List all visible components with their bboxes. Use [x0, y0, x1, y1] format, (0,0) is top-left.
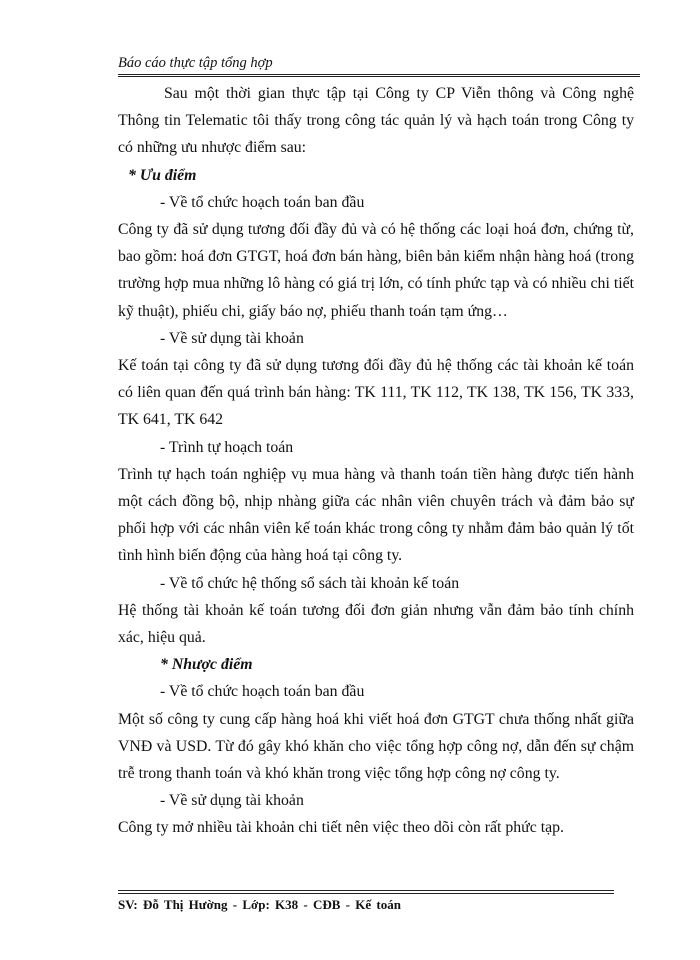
disadvantages-heading: * Nhược điểm — [160, 656, 253, 674]
intro-paragraph: Sau một thời gian thực tập tại Công ty CP Viễn thông và Công nghệ Thông tin Telematic tôi thấy trong công tác quản lý và hạch toán trong Công ty có những ưu nhược điểm sau: — [118, 85, 634, 157]
page-footer — [118, 890, 614, 913]
document-body — [118, 80, 634, 842]
page-header — [118, 54, 640, 75]
advantage-item3-text: Trình tự hạch toán nghiệp vụ mua hàng và thanh toán tiền hàng được tiến hành một cách đồng bộ, nhịp nhàng giữa các nhân viên chuyên trách và đảm bảo sự phối hợp với các nhân viên kế toán khác trong công ty nhằm đảm bảo quản lý tốt tình hình biến động của hàng hoá tại công ty. — [118, 465, 634, 565]
advantage-item4-title: - Về tổ chức hệ thống sổ sách tài khoản kế toán — [160, 574, 460, 592]
header-title: Báo cáo thực tập tổng hợp — [118, 55, 273, 71]
disadvantage-item2-title: - Về sử dụng tài khoản — [160, 792, 304, 810]
disadvantage-item1-title: - Về tổ chức hoạch toán ban đầu — [160, 683, 365, 701]
advantage-item1-title: - Về tổ chức hoạch toán ban đầu — [160, 193, 365, 211]
footer-rule — [118, 893, 614, 894]
advantages-heading: * Ưu điểm — [128, 166, 197, 184]
footer-text: SV: Đỗ Thị Hường - Lớp: K38 - CĐB - Kế toán — [118, 897, 401, 912]
header-rule — [118, 76, 640, 77]
advantage-item2-title: - Về sử dụng tài khoản — [160, 329, 304, 347]
advantage-item3-title: - Trình tự hoạch toán — [160, 438, 294, 456]
advantage-item1-text: Công ty đã sử dụng tương đối đầy đủ và có hệ thống các loại hoá đơn, chứng từ, bao gồm: hoá đơn GTGT, hoá đơn bán hàng, biên bản kiểm nhận hàng hoá (trong trường hợp mua những lô hàng có giá trị lớn, có tính phức tạp và có nhiều chi tiết kỹ thuật), phiếu chi, giấy báo nợ, phiếu thanh toán tạm ứng… — [118, 221, 634, 320]
advantage-item2-text: Kế toán tại công ty đã sử dụng tương đối đầy đủ hệ thống các tài khoản kế toán có liên quan đến quá trình bán hàng: TK 111, TK 112, TK 138, TK 156, TK 333, TK 641, TK 642 — [118, 357, 634, 429]
disadvantage-item2-text: Công ty mở nhiều tài khoản chi tiết nên việc theo dõi còn rất phức tạp. — [118, 819, 564, 837]
advantage-item4-text: Hệ thống tài khoản kế toán tương đối đơn giản nhưng vẫn đảm bảo tính chính xác, hiệu quả. — [118, 601, 634, 647]
disadvantage-item1-text: Một số công ty cung cấp hàng hoá khi viết hoá đơn GTGT chưa thống nhất giữa VNĐ và USD. Từ đó gây khó khăn cho việc tổng hợp công nợ, dẫn đến sự chậm trễ trong thanh toán và khó khăn trong việc tổng hợp công nợ công ty. — [118, 710, 634, 783]
